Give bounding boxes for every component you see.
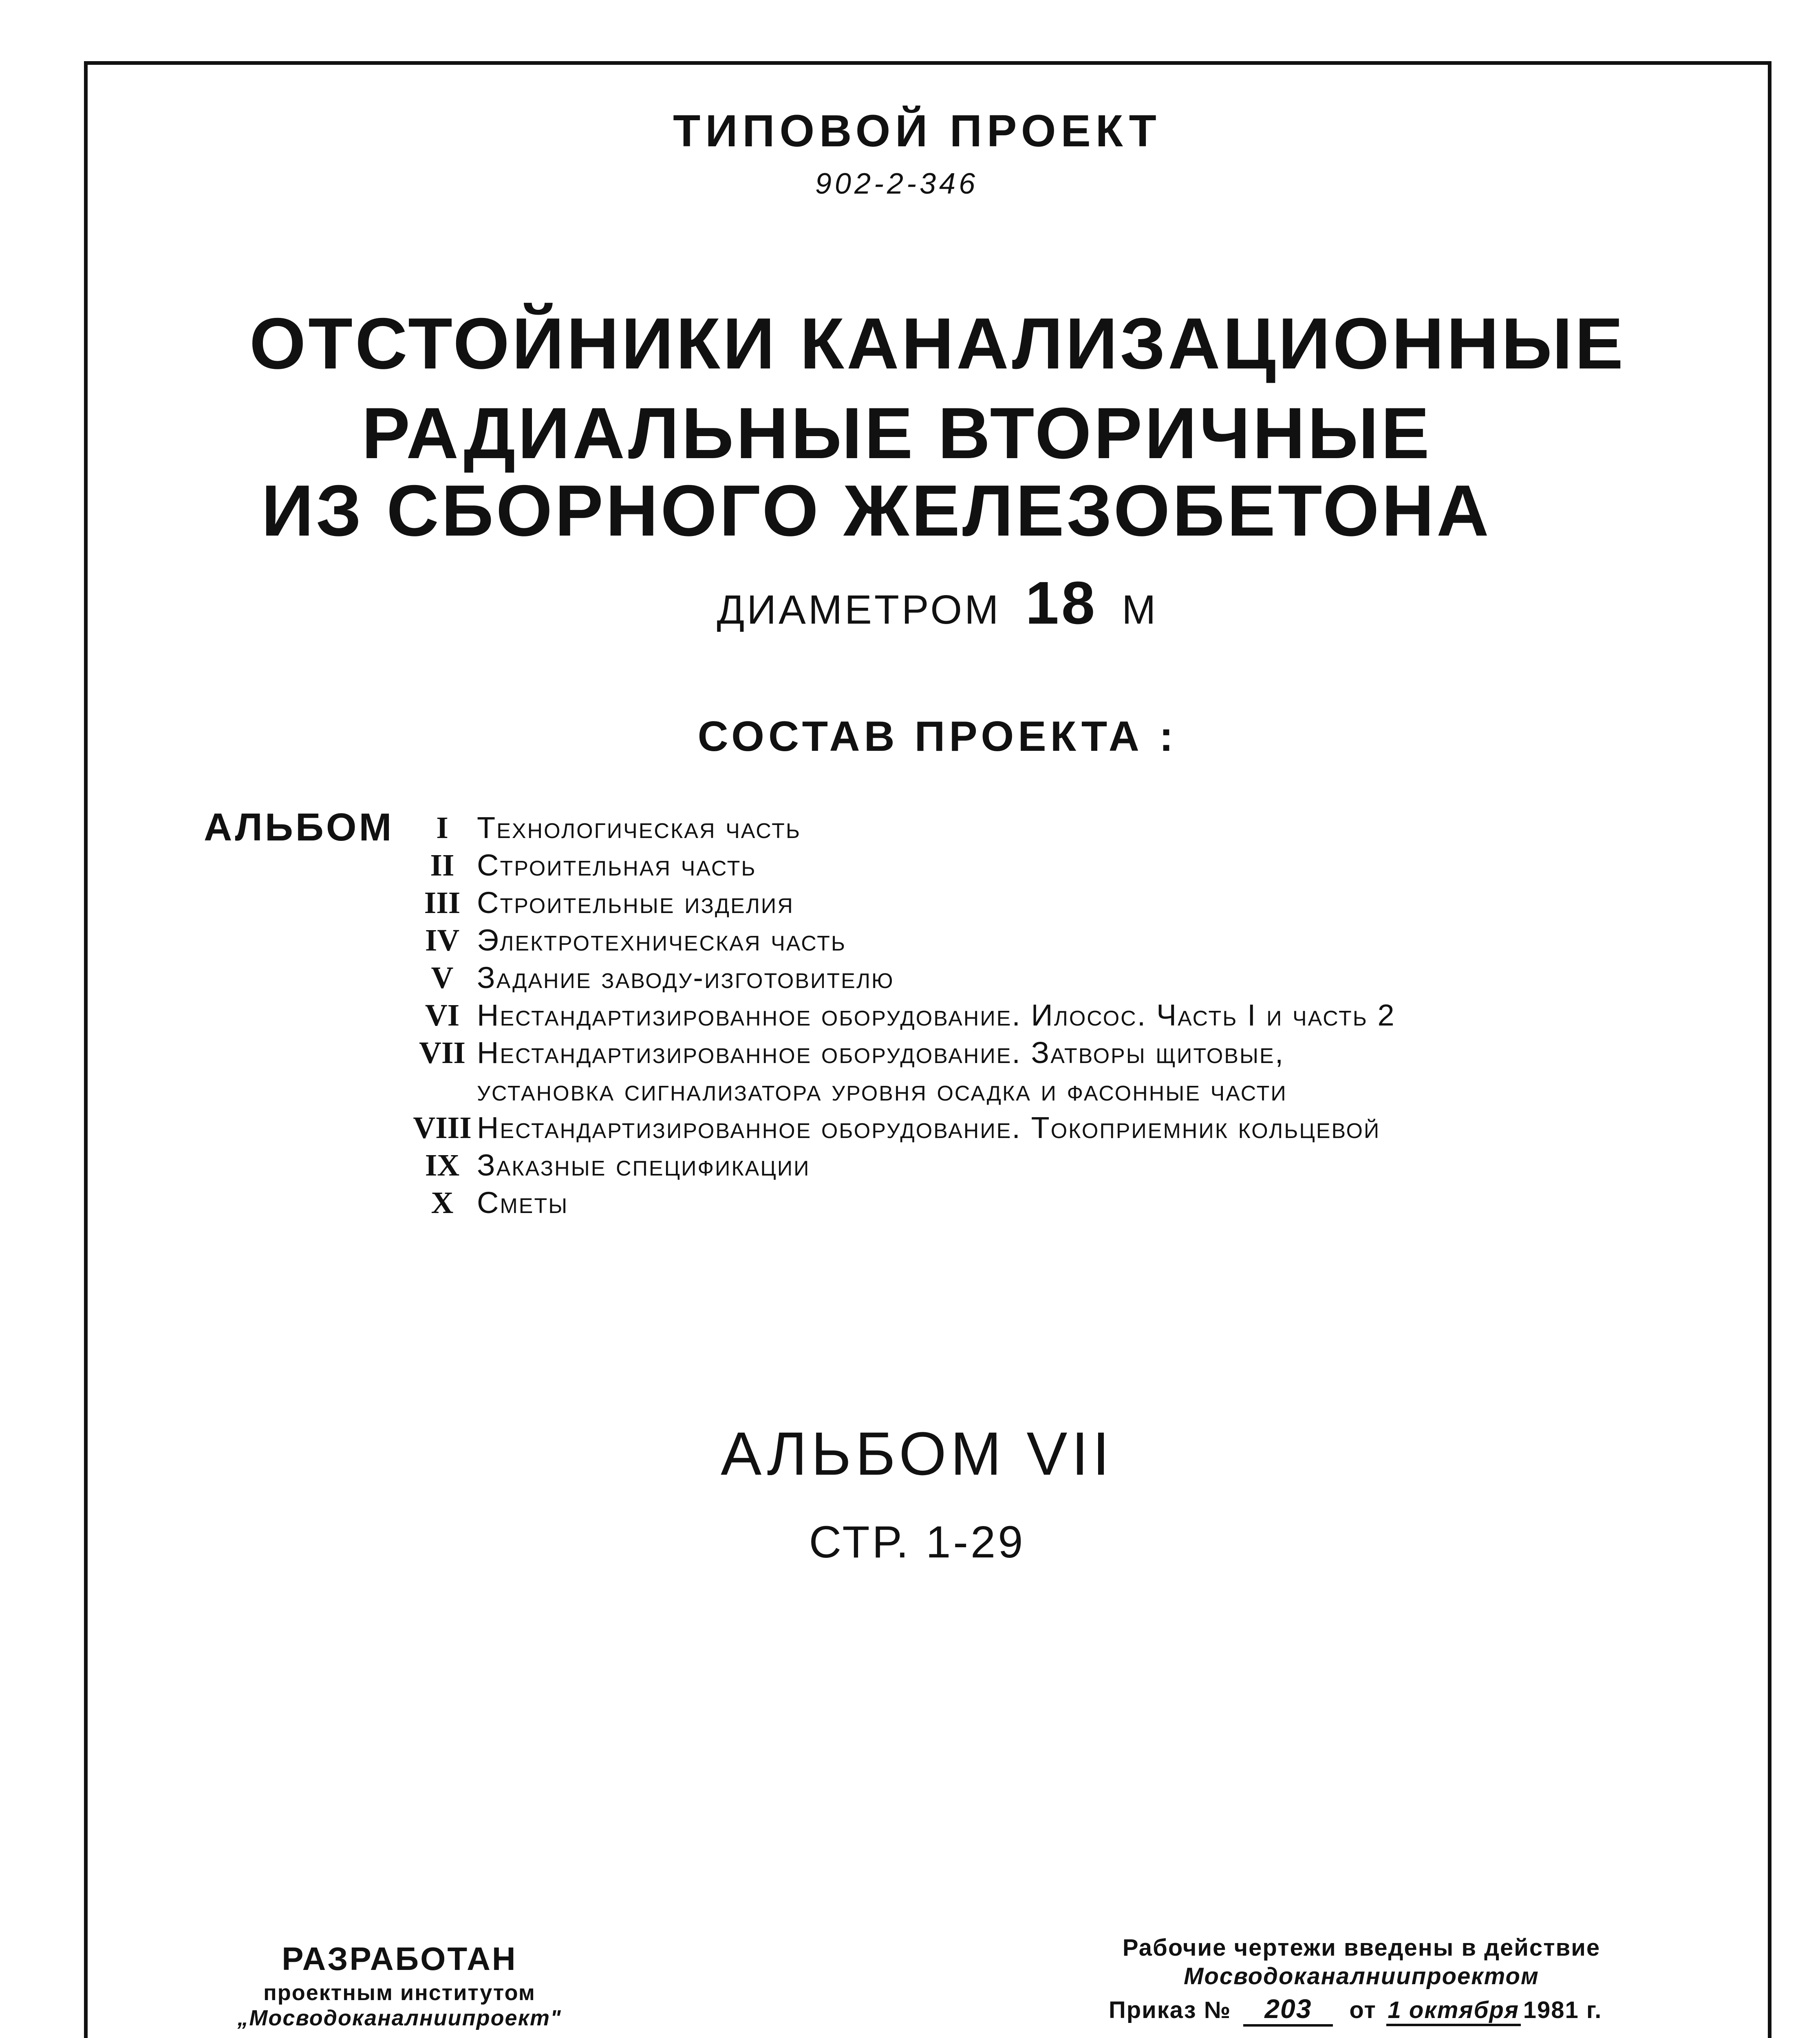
volume-item xyxy=(408,922,1712,959)
date-prefix: от xyxy=(1349,1997,1377,2023)
decree-order-line xyxy=(1109,1993,1602,2027)
volume-number: VI xyxy=(425,998,460,1032)
volume-title: Нестандартизированное оборудование. Затворы щитовые, xyxy=(477,1036,1285,1070)
volume-number: IV xyxy=(425,923,460,957)
volume-number: III xyxy=(424,886,461,920)
volume-item xyxy=(408,1147,1712,1184)
volume-item xyxy=(408,959,1712,997)
diameter-unit: М xyxy=(1122,587,1158,633)
diameter-label: ДИАМЕТРОМ xyxy=(717,587,1001,633)
volume-number: I xyxy=(436,811,448,845)
album-title: АЛЬБОМ VII xyxy=(721,1419,1114,1488)
developer-line-2: проектным институтом xyxy=(263,1981,536,2005)
volume-title: Строительная часть xyxy=(477,848,757,882)
volume-title: Заказные спецификации xyxy=(477,1148,810,1182)
volume-number: VIII xyxy=(413,1111,472,1145)
composition-heading: СОСТАВ ПРОЕКТА : xyxy=(697,713,1178,760)
volume-title: Технологическая часть xyxy=(477,811,801,845)
volume-item xyxy=(408,997,1712,1034)
title-line-1: ОТСТОЙНИКИ КАНАЛИЗАЦИОННЫЕ xyxy=(249,303,1626,384)
developer-institute: „Мосводоканалниипроект" xyxy=(237,2006,562,2030)
volume-item xyxy=(408,884,1712,922)
title-line-3: ИЗ СБОРНОГО ЖЕЛЕЗОБЕТОНА xyxy=(261,470,1491,551)
volume-list xyxy=(408,809,1712,1222)
volume-title: Нестандартизированное оборудование. Илосос. Часть I и часть 2 xyxy=(477,998,1396,1032)
volume-title: Задание заводу-изготовителю xyxy=(477,961,894,995)
diameter-value: 18 xyxy=(1025,569,1098,637)
volume-item xyxy=(408,1184,1712,1222)
volume-number: V xyxy=(431,961,454,995)
volume-title-continuation: установка сигнализатора уровня осадка и фасонные части xyxy=(477,1073,1287,1107)
order-year: 1981 г. xyxy=(1523,1997,1602,2023)
title-line-2: РАДИАЛЬНЫЕ ВТОРИЧНЫЕ xyxy=(362,393,1432,474)
volume-title: Сметы xyxy=(477,1186,569,1220)
series-label: ТИПОВОЙ ПРОЕКТ xyxy=(673,106,1161,156)
volume-title: Строительные изделия xyxy=(477,886,794,920)
volume-number: X xyxy=(431,1186,454,1220)
volume-number: IX xyxy=(425,1148,460,1182)
volume-title: Нестандартизированное оборудование. Токоприемник кольцевой xyxy=(477,1111,1381,1145)
volume-number: VII xyxy=(419,1036,466,1070)
volume-item xyxy=(408,1109,1712,1147)
page-range: СТР. 1-29 xyxy=(809,1517,1026,1567)
project-number: 902-2-346 xyxy=(815,168,979,200)
volume-title: Электротехническая часть xyxy=(477,923,846,957)
volume-item xyxy=(408,809,1712,847)
developer-heading: РАЗРАБОТАН xyxy=(282,1941,517,1977)
order-prefix: Приказ № xyxy=(1109,1997,1231,2023)
diameter-line xyxy=(611,569,1264,638)
volume-item xyxy=(408,847,1712,884)
decree-line-2: Мосводоканалниипроектом xyxy=(1184,1963,1539,1989)
volume-item-continuation xyxy=(408,1072,1712,1109)
order-date: 1 октября xyxy=(1386,1996,1521,2026)
volume-item xyxy=(408,1034,1712,1072)
volume-number: II xyxy=(430,848,454,882)
decree-line-1: Рабочие чертежи введены в действие xyxy=(1122,1934,1601,1961)
order-number: 203 xyxy=(1243,1993,1333,2027)
album-label: АЛЬБОМ xyxy=(204,805,394,849)
